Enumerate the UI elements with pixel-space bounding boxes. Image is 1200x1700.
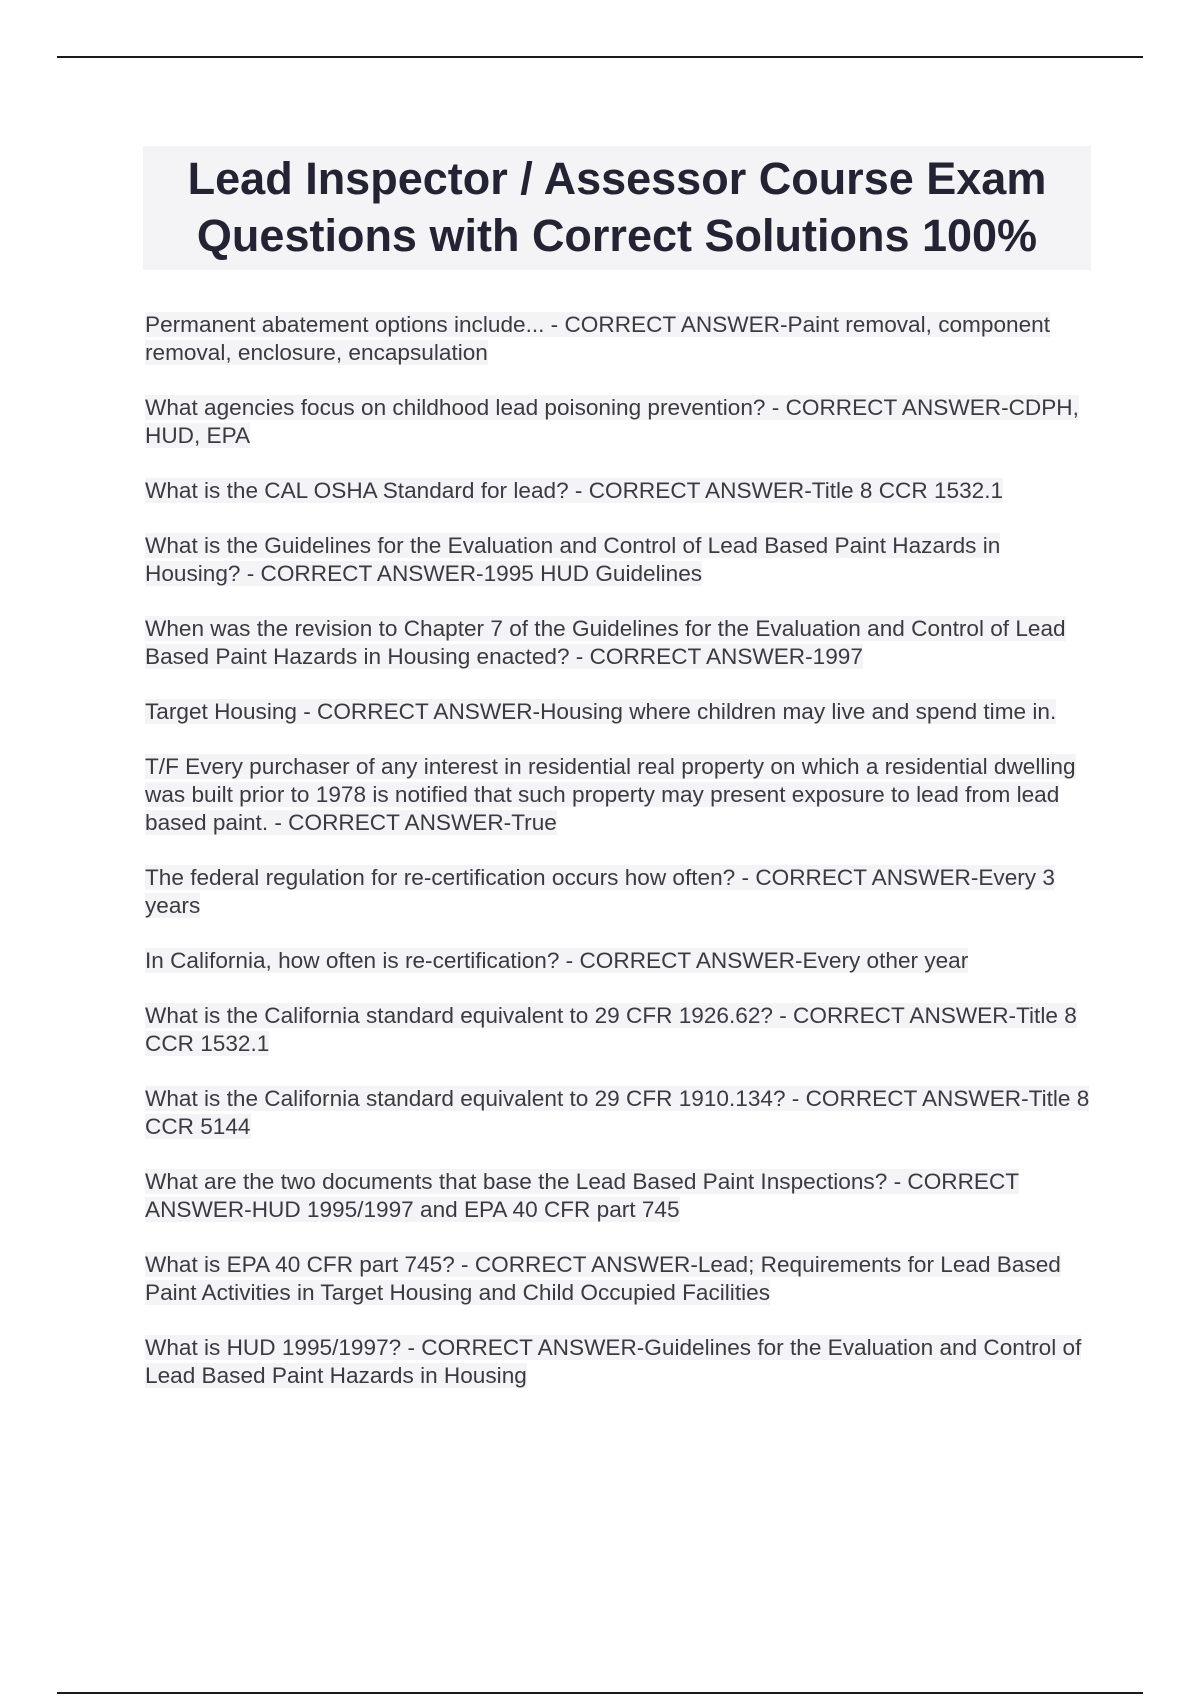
bottom-rule bbox=[57, 1692, 1143, 1694]
top-rule bbox=[57, 56, 1143, 58]
qa-item-5: When was the revision to Chapter 7 of the Guidelines for the Evaluation and Control of Lead Based Paint Hazards in Housing enacted? - CORRECT ANSWER-1997 bbox=[145, 616, 1066, 669]
qa-item-13: What is EPA 40 CFR part 745? - CORRECT ANSWER-Lead; Requirements for Lead Based Paint Activities in Target Housing and Child Occupied Facilities bbox=[145, 1252, 1061, 1305]
qa-item-12: What are the two documents that base the Lead Based Paint Inspections? - CORRECT ANSWER-HUD 1995/1997 and EPA 40 CFR part 745 bbox=[145, 1169, 1020, 1222]
title-block bbox=[143, 146, 1091, 270]
qa-item-3: What is the CAL OSHA Standard for lead? - CORRECT ANSWER-Title 8 CCR 1532.1 bbox=[145, 478, 1004, 503]
qa-item-7: T/F Every purchaser of any interest in residential real property on which a residential dwelling was built prior to 1978 is notified that such property may present exposure to lead from lead based paint. - CORRECT ANSWER-True bbox=[145, 754, 1076, 835]
qa-list bbox=[145, 311, 1090, 1417]
qa-item-1: Permanent abatement options include... - CORRECT ANSWER-Paint removal, component removal, enclosure, encapsulation bbox=[145, 312, 1050, 365]
qa-item-11: What is the California standard equivalent to 29 CFR 1910.134? - CORRECT ANSWER-Title 8 CCR 5144 bbox=[145, 1086, 1090, 1139]
qa-item-8: The federal regulation for re-certification occurs how often? - CORRECT ANSWER-Every 3 years bbox=[145, 865, 1055, 918]
qa-item-10: What is the California standard equivalent to 29 CFR 1926.62? - CORRECT ANSWER-Title 8 CCR 1532.1 bbox=[145, 1003, 1077, 1056]
qa-item-6: Target Housing - CORRECT ANSWER-Housing where children may live and spend time in. bbox=[145, 699, 1057, 724]
qa-item-14: What is HUD 1995/1997? - CORRECT ANSWER-Guidelines for the Evaluation and Control of Lead Based Paint Hazards in Housing bbox=[145, 1335, 1082, 1388]
qa-item-9: In California, how often is re-certification? - CORRECT ANSWER-Every other year bbox=[145, 948, 969, 973]
qa-item-2: What agencies focus on childhood lead poisoning prevention? - CORRECT ANSWER-CDPH, HUD, EPA bbox=[145, 395, 1079, 448]
qa-item-4: What is the Guidelines for the Evaluation and Control of Lead Based Paint Hazards in Housing? - CORRECT ANSWER-1995 HUD Guidelines bbox=[145, 533, 1001, 586]
document-title: Lead Inspector / Assessor Course Exam Questions with Correct Solutions 100% bbox=[187, 153, 1047, 261]
